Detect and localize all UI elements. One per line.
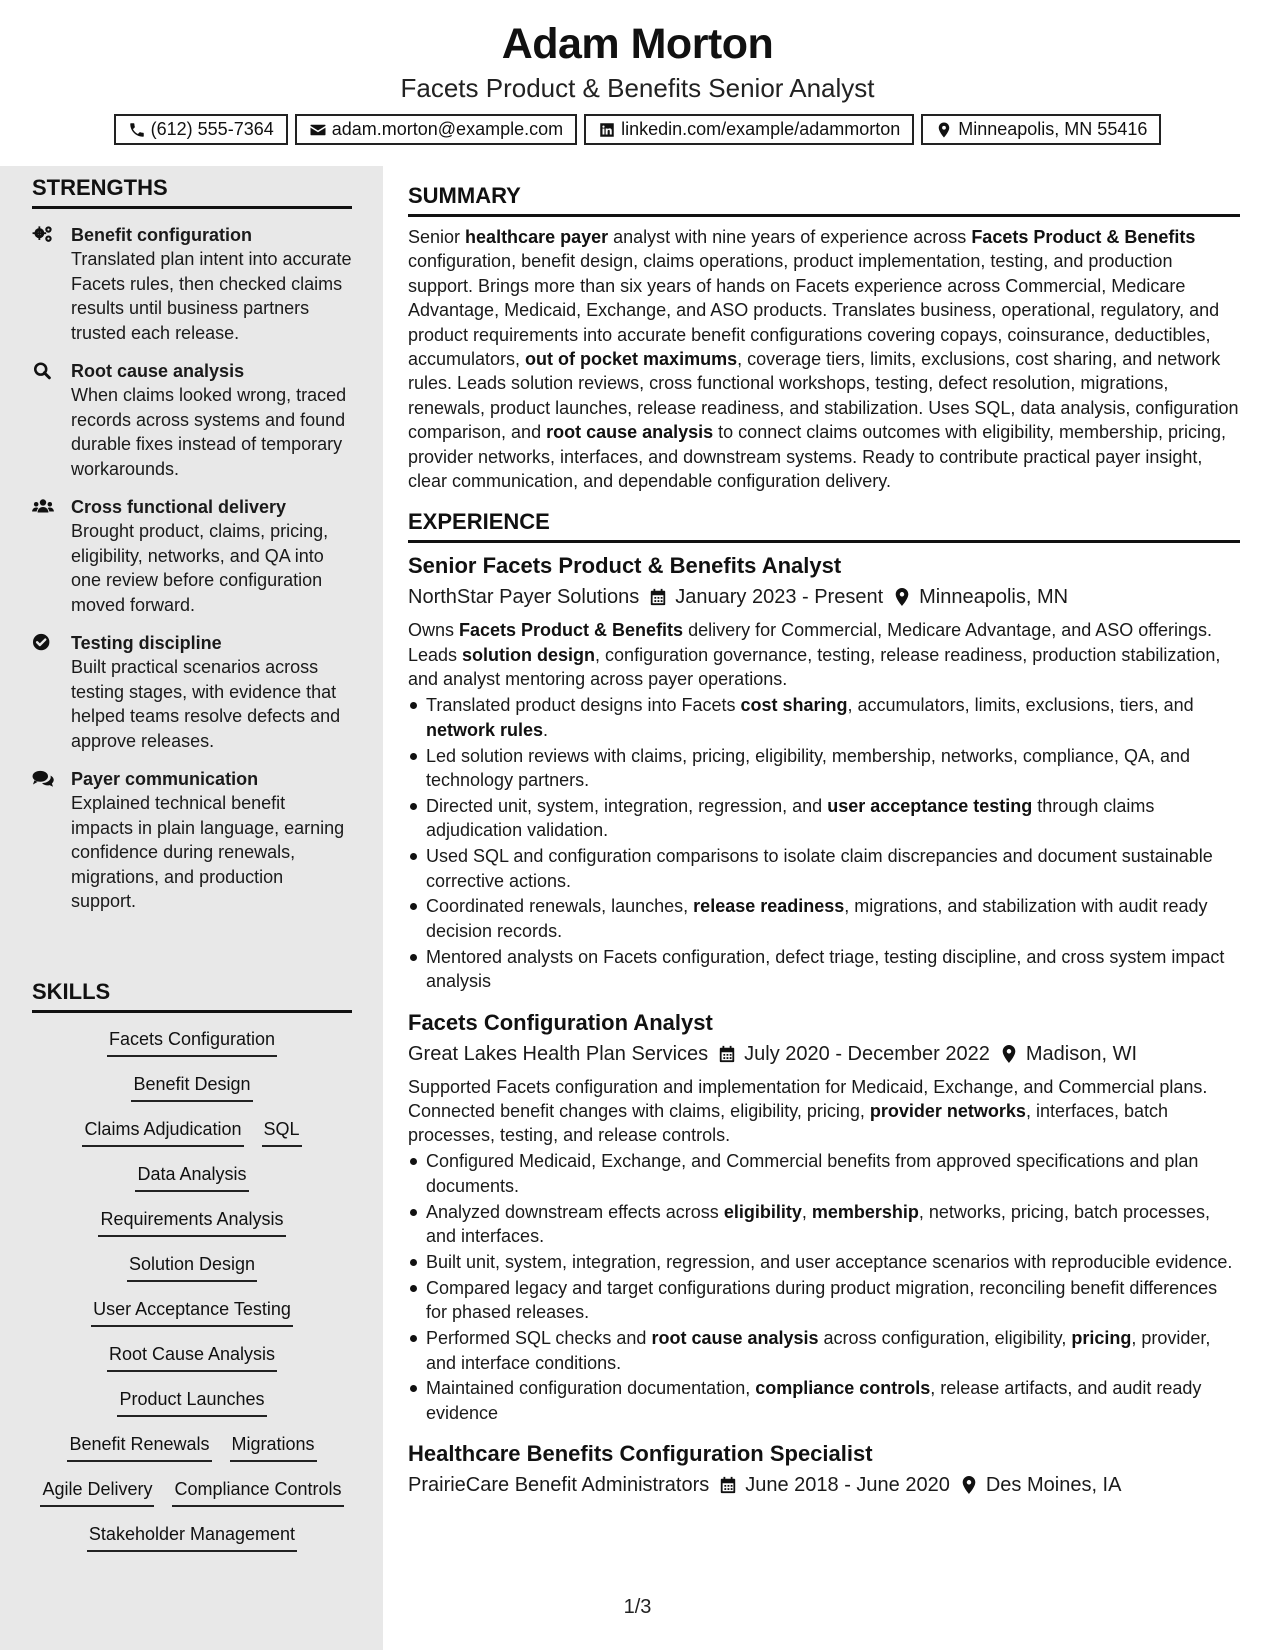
strength-title: Payer communication	[71, 769, 259, 789]
job-bullet: Led solution reviews with claims, pricing, eligibility, membership, networks, compliance, QA, and technology partners.	[408, 744, 1240, 793]
phone-icon	[128, 121, 146, 139]
skill-row	[82, 1117, 301, 1162]
job-meta	[408, 1040, 1240, 1068]
resume-header	[0, 0, 1275, 166]
experience-list	[408, 551, 1240, 1499]
emphasis-text: eligibility	[723, 1201, 802, 1222]
map-pin-icon	[893, 587, 911, 607]
strength-item	[32, 495, 352, 617]
skill-tag: Data Analysis	[135, 1162, 248, 1192]
contact-email-text: adam.morton@example.com	[331, 119, 564, 139]
job-location-group	[960, 1471, 1122, 1499]
job-bullet: Translated product designs into Facets cost sharing, accumulators, limits, exclusions, tiers, and network rules.	[408, 693, 1240, 742]
skills-heading: SKILLS	[32, 979, 352, 1013]
emphasis-text: release readiness	[693, 896, 845, 917]
strength-title: Root cause analysis	[71, 361, 245, 381]
job-dates-group	[718, 1040, 990, 1068]
contact-bar	[0, 114, 1275, 145]
job-bullets	[408, 693, 1240, 993]
main-content	[408, 166, 1240, 1499]
skill-tag: Agile Delivery	[40, 1477, 154, 1507]
job-bullet: Maintained configuration documentation, compliance controls, release artifacts, and audit ready evidence	[408, 1376, 1240, 1425]
candidate-title: Facets Product & Benefits Senior Analyst	[400, 73, 875, 103]
strengths-section	[32, 175, 352, 914]
strength-item	[32, 631, 352, 753]
skill-row	[87, 1522, 297, 1567]
job-dates: January 2023 - Present	[675, 586, 884, 609]
job-entry	[408, 1439, 1240, 1499]
contact-email[interactable]	[295, 114, 577, 145]
skill-row	[117, 1387, 266, 1432]
page-number: 1/3	[623, 1596, 652, 1618]
emphasis-text: Facets Product & Benefits	[459, 620, 684, 641]
map-pin-icon	[1000, 1044, 1018, 1064]
job-location-group	[1000, 1040, 1137, 1068]
users-icon	[32, 497, 56, 517]
job-location: Minneapolis, MN	[919, 586, 1069, 609]
job-meta	[408, 583, 1240, 611]
job-bullets	[408, 1149, 1240, 1425]
contact-phone-text: (612) 555-7364	[150, 119, 274, 139]
skill-tag: Migrations	[230, 1432, 317, 1462]
job-entry	[408, 1008, 1240, 1426]
job-title: Healthcare Benefits Configuration Specialist	[408, 1441, 873, 1467]
job-company: PrairieCare Benefit Administrators	[408, 1474, 710, 1497]
job-bullet: Analyzed downstream effects across eligibility, membership, networks, pricing, batch processes, and interfaces.	[408, 1200, 1240, 1249]
job-bullet: Coordinated renewals, launches, release readiness, migrations, and stabilization with audit ready decision records.	[408, 894, 1240, 943]
strength-item	[32, 223, 352, 345]
skill-tag: Requirements Analysis	[98, 1207, 285, 1237]
skill-row	[107, 1342, 277, 1387]
job-company: Great Lakes Health Plan Services	[408, 1042, 709, 1065]
skill-row	[127, 1252, 257, 1297]
skill-tag: Solution Design	[127, 1252, 257, 1282]
strength-desc: Brought product, claims, pricing, eligibility, networks, and QA into one review before configuration moved forward.	[71, 521, 329, 615]
check-circle-icon	[32, 633, 56, 653]
calendar-icon	[649, 587, 667, 607]
strength-item	[32, 359, 352, 481]
emphasis-text: Facets Product & Benefits	[971, 227, 1196, 247]
summary-heading: SUMMARY	[408, 183, 1240, 217]
envelope-icon	[309, 121, 327, 139]
skill-row	[91, 1297, 293, 1342]
job-dates: June 2018 - June 2020	[745, 1474, 950, 1497]
calendar-icon	[719, 1475, 737, 1495]
map-pin-icon	[935, 121, 953, 139]
job-location: Madison, WI	[1025, 1042, 1138, 1065]
sidebar	[0, 166, 383, 1650]
emphasis-text: healthcare payer	[465, 227, 609, 247]
emphasis-text: user acceptance testing	[827, 795, 1033, 816]
map-pin-icon	[960, 1475, 978, 1495]
emphasis-text: pricing	[1071, 1328, 1132, 1349]
skill-tag: Compliance Controls	[172, 1477, 343, 1507]
job-bullet: Used SQL and configuration comparisons to isolate claim discrepancies and document sustainable corrective actions.	[408, 844, 1240, 893]
strength-desc: Built practical scenarios across testing stages, with evidence that helped teams resolve defects and approve releases.	[71, 657, 341, 751]
skill-tag: User Acceptance Testing	[91, 1297, 293, 1327]
skill-row	[40, 1477, 343, 1522]
contact-phone[interactable]	[114, 114, 288, 145]
skill-row	[107, 1027, 277, 1072]
job-title: Senior Facets Product & Benefits Analyst	[408, 553, 842, 579]
emphasis-text: compliance controls	[755, 1378, 931, 1399]
contact-linkedin[interactable]	[584, 114, 914, 145]
job-description: Supported Facets configuration and implementation for Medicaid, Exchange, and Commercial plans. Connected benefit changes with claims, eligibility, pricing, provider networks, interfaces, batch processes, testing, and release controls.	[408, 1076, 1208, 1146]
skill-row	[131, 1072, 252, 1117]
job-location-group	[893, 583, 1068, 611]
job-location: Des Moines, IA	[985, 1474, 1122, 1497]
job-dates-group	[649, 583, 883, 611]
contact-location	[921, 114, 1161, 145]
job-dates-group	[719, 1471, 950, 1499]
search-icon	[32, 361, 56, 381]
strength-desc: Translated plan intent into accurate Facets rules, then checked claims results until business partners trusted each release.	[71, 249, 352, 343]
candidate-name: Adam Morton	[501, 20, 774, 68]
skill-tag: SQL	[262, 1117, 302, 1147]
gears-icon	[32, 225, 56, 245]
job-bullet: Built unit, system, integration, regression, and user acceptance scenarios with reproducible evidence.	[408, 1250, 1240, 1274]
job-bullet: Directed unit, system, integration, regression, and user acceptance testing through claims adjudication validation.	[408, 794, 1240, 843]
job-bullet: Performed SQL checks and root cause analysis across configuration, eligibility, pricing, provider, and interface conditions.	[408, 1326, 1240, 1375]
job-company: NorthStar Payer Solutions	[408, 586, 640, 609]
emphasis-text: root cause analysis	[546, 422, 714, 443]
skill-tag: Root Cause Analysis	[107, 1342, 277, 1372]
summary-text: Senior healthcare payer analyst with nine years of experience across Facets Product & Benefits configuration, benefit design, claims operations, product implementation, testing, and production support. Brings more than six years of hands on Facets experience across Commercial, Medicare Advantage, Medicaid, Exchange, and ASO products. Translates business, operational, regulatory, and product requirements into accurate benefit configurations covering copays, coinsurance, deductibles, accumulators, out of pocket maximums, coverage tiers, limits, exclusions, cost sharing, and network rules. Leads solution reviews, cross functional workshops, testing, defect resolution, migrations, renewals, product launches, release readiness, and stabilization. Uses SQL, data analysis, configuration comparison, and root cause analysis to connect claims outcomes with eligibility, membership, pricing, provider networks, interfaces, and downstream systems. Ready to contribute practical payer insight, clear communication, and dependable configuration delivery.	[408, 227, 1239, 492]
skill-row	[98, 1207, 285, 1252]
strength-title: Benefit configuration	[71, 225, 252, 245]
skill-tag: Stakeholder Management	[87, 1522, 297, 1552]
job-dates: July 2020 - December 2022	[744, 1042, 990, 1065]
strengths-heading: STRENGTHS	[32, 175, 352, 209]
job-entry	[408, 551, 1240, 993]
job-description: Owns Facets Product & Benefits delivery for Commercial, Medicare Advantage, and ASO offerings. Leads solution design, configuration governance, testing, release readiness, production stabilization, and analyst mentoring across payer operations.	[408, 620, 1221, 690]
emphasis-text: root cause analysis	[651, 1328, 819, 1349]
experience-heading: EXPERIENCE	[408, 509, 1240, 543]
emphasis-text: network rules	[426, 719, 544, 740]
strength-item	[32, 767, 352, 914]
emphasis-text: out of pocket maximums	[525, 349, 738, 370]
contact-location-text: Minneapolis, MN 55416	[958, 119, 1148, 139]
job-bullet: Mentored analysts on Facets configuration, defect triage, testing discipline, and cross system impact analysis	[408, 945, 1240, 994]
job-meta	[408, 1471, 1240, 1499]
strength-title: Cross functional delivery	[71, 497, 287, 517]
emphasis-text: provider networks	[869, 1100, 1026, 1121]
job-bullet: Configured Medicaid, Exchange, and Commercial benefits from approved specifications and plan documents.	[408, 1149, 1240, 1198]
skill-tag: Benefit Design	[131, 1072, 252, 1102]
job-bullet: Compared legacy and target configurations during product migration, reconciling benefit differences for phased releases.	[408, 1276, 1240, 1325]
skills-list	[32, 1027, 352, 1567]
emphasis-text: solution design	[462, 644, 596, 665]
emphasis-text: cost sharing	[740, 695, 848, 716]
comments-icon	[32, 769, 56, 789]
skill-row	[67, 1432, 316, 1477]
job-title: Facets Configuration Analyst	[408, 1009, 713, 1035]
calendar-icon	[718, 1044, 736, 1064]
skill-tag: Benefit Renewals	[67, 1432, 211, 1462]
skill-tag: Claims Adjudication	[82, 1117, 243, 1147]
skill-tag: Product Launches	[117, 1387, 266, 1417]
linkedin-icon	[598, 121, 616, 139]
strength-desc: When claims looked wrong, traced records across systems and found durable fixes instead of temporary workarounds.	[71, 385, 347, 479]
skill-row	[135, 1162, 248, 1207]
skill-tag: Facets Configuration	[107, 1027, 277, 1057]
strength-desc: Explained technical benefit impacts in plain language, earning confidence during renewals, migrations, and production support.	[71, 793, 345, 911]
skills-section	[32, 979, 352, 1567]
strength-title: Testing discipline	[71, 633, 222, 653]
emphasis-text: membership	[811, 1201, 919, 1222]
contact-linkedin-text: linkedin.com/example/adammorton	[621, 119, 901, 139]
